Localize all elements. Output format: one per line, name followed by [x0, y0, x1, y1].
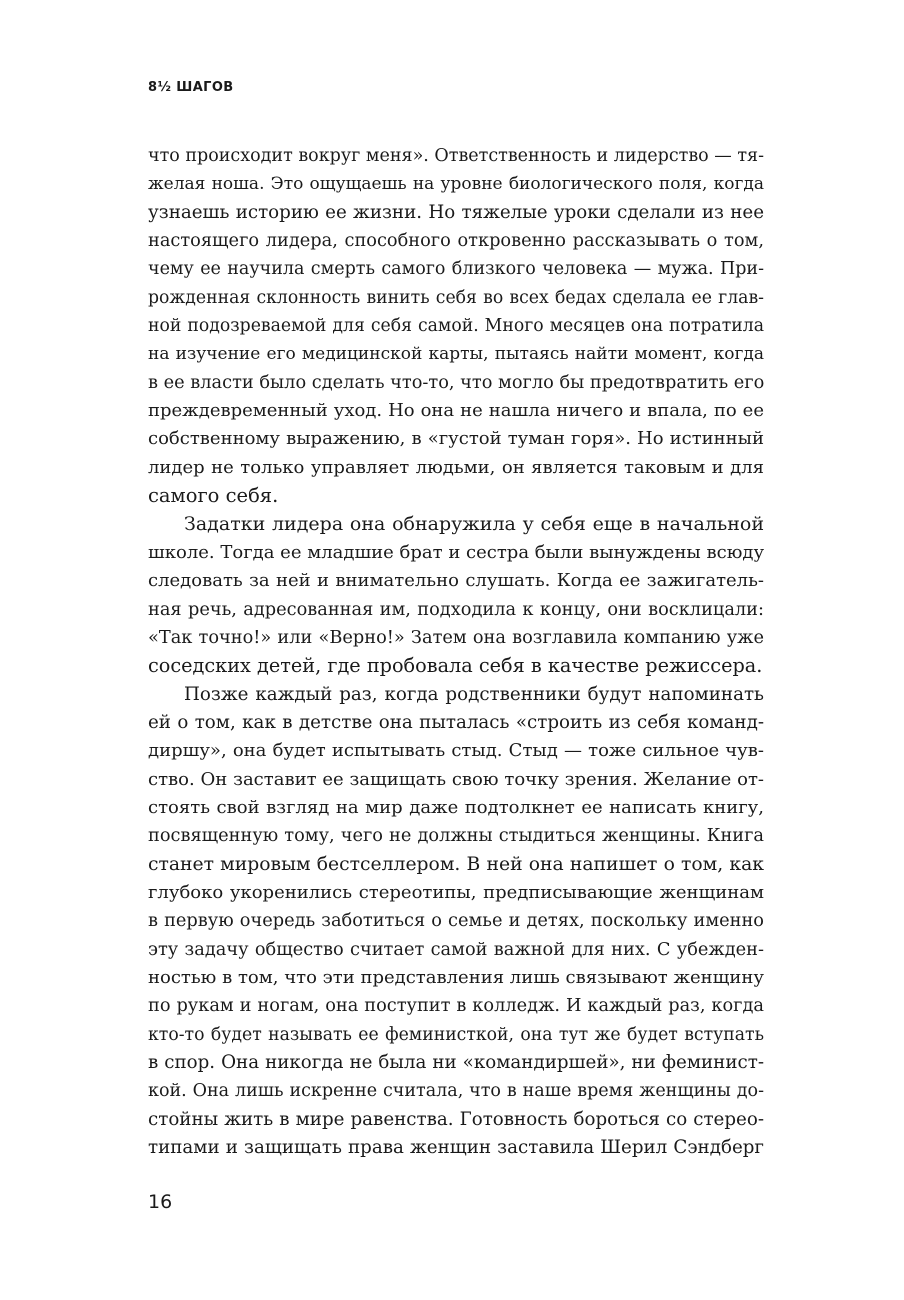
text-line: типами и защищать права женщин заставила Шерил Сэндберг — [148, 1137, 764, 1159]
text-line: ная речь, адресованная им, подходила к концу, они восклицали: — [148, 599, 764, 620]
text-line: в ее власти было сделать что-то, что могло бы предотвратить его — [148, 372, 765, 393]
text-line: диршу», она будет испытывать стыд. Стыд — тоже сильное чув- — [148, 740, 764, 762]
text-line: «Так точно!» или «Верно!» Затем она возглавила компанию уже — [148, 627, 764, 648]
text-line: настоящего лидера, способного откровенно рассказывать о том, — [148, 231, 764, 252]
text-line: Позже каждый раз, когда родственники будут напоминать — [184, 683, 764, 705]
text-line: глубоко укоренились стереотипы, предписывающие женщинам — [148, 881, 764, 903]
text-line: кто-то будет называть ее феминисткой, она тут же будет вступать — [148, 1024, 764, 1045]
text-line: стойны жить в мире равенства. Готовность бороться со стерео- — [148, 1108, 764, 1130]
body-text — [148, 142, 764, 1162]
text-line: эту задачу общество считает самой важной для них. С убежден- — [148, 939, 764, 960]
text-line: следовать за ней и внимательно слушать. Когда ее зажигатель- — [148, 570, 764, 592]
text-line: школе. Тогда ее младшие брат и сестра были вынуждены всюду — [148, 541, 765, 563]
text-line: стоять свой взгляд на мир даже подтолкнет ее написать книгу, — [148, 796, 764, 818]
text-line: станет мировым бестселлером. В ней она напишет о том, как — [148, 853, 764, 875]
text-line: желая ноша. Это ощущаешь на уровне биологического поля, когда — [148, 174, 764, 195]
text-line: посвященную тому, чего не должны стыдиться женщины. Книга — [148, 826, 764, 847]
text-line: самого себя. — [148, 484, 279, 508]
text-line: в первую очередь заботиться о семье и детях, поскольку именно — [148, 911, 764, 932]
text-line: рожденная склонность винить себя во всех бедах сделала ее глав- — [148, 287, 764, 308]
text-line: ной подозреваемой для себя самой. Много месяцев она потратила — [148, 316, 764, 337]
text-line: ностью в том, что эти представления лишь связывают женщину — [148, 966, 764, 988]
text-line: преждевременный уход. Но она не нашла ничего и впала, по ее — [148, 400, 764, 422]
text-line: чему ее научила смерть самого близкого человека — мужа. При- — [148, 259, 764, 280]
text-line: по рукам и ногам, она поступит в колледж. И каждый раз, когда — [148, 996, 764, 1017]
text-line: соседских детей, где пробовала себя в качестве режиссера. — [148, 654, 763, 678]
page-number: 16 — [148, 1191, 173, 1213]
text-line: кой. Она лишь искренне считала, что в наше время женщины до- — [148, 1081, 764, 1102]
text-line: на изучение его медицинской карты, пытаясь найти момент, когда — [148, 344, 764, 365]
running-head: 8½ ШАГОВ — [148, 80, 234, 95]
text-line: в спор. Она никогда не была ни «командиршей», ни феминист- — [148, 1052, 764, 1073]
text-line: ей о том, как в детстве она пыталась «строить из себя команд- — [148, 711, 764, 733]
text-line: узнаешь историю ее жизни. Но тяжелые уроки сделали из нее — [148, 201, 764, 223]
text-line: что происходит вокруг меня». Ответственность и лидерство — тя- — [148, 146, 764, 166]
text-line: собственному выражению, в «густой туман горя». Но истинный — [148, 428, 764, 450]
text-line: ство. Он заставит ее защищать свою точку зрения. Желание от- — [148, 768, 764, 790]
text-line: лидер не только управляет людьми, он является таковым и для — [148, 456, 764, 478]
text-line: Задатки лидера она обнаружила у себя еще в начальной — [184, 513, 764, 536]
